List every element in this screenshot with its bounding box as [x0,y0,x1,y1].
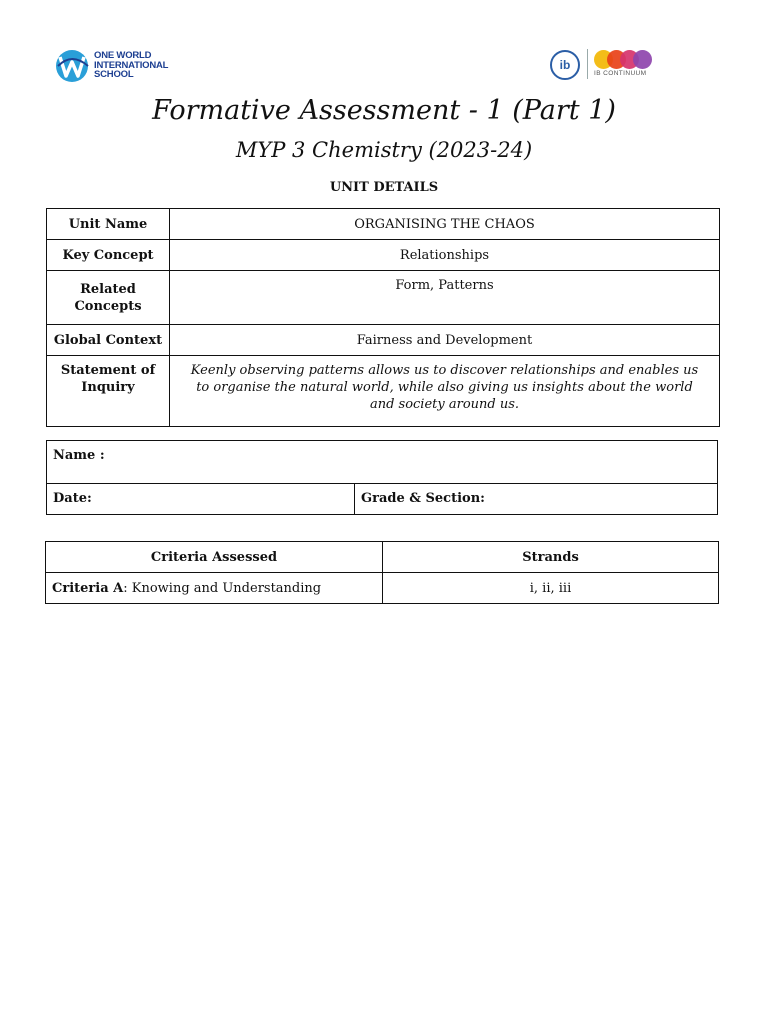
table-row [47,240,720,271]
criteria-cell [46,573,383,604]
criteria-assessed-header: Criteria Assessed [46,542,383,573]
table-row [46,573,719,604]
statement-of-inquiry-label: Statement of Inquiry [47,356,170,427]
key-concept-value: Relationships [170,240,720,271]
unit-details-heading: UNIT DETAILS [329,180,439,195]
page-title: Formative Assessment - 1 (Part 1) [152,95,616,126]
date-field[interactable] [47,484,355,515]
statement-of-inquiry-value: Keenly observing patterns allows us to discover relationships and enables us to organise the natural world, while also giving us insights about the world and society around us. [170,356,720,427]
logo-divider [587,49,588,79]
name-label: Name : [53,448,105,463]
table-header-row [46,542,719,573]
unit-name-label: Unit Name [47,209,170,240]
global-context-label: Global Context [47,325,170,356]
student-info-table [46,440,718,515]
table-row [47,484,718,515]
table-row [47,209,720,240]
continuum-dot [633,50,652,69]
page-subtitle: MYP 3 Chemistry (2023-24) [235,138,533,162]
criteria-letter: Criteria A [52,580,124,596]
school-logo-mark [54,48,92,84]
date-label: Date: [53,491,92,506]
school-logo [54,48,179,84]
ib-continuum-dots [594,50,654,70]
table-row [47,356,720,427]
ib-mark-icon: ib [550,50,580,80]
criteria-table [45,541,719,604]
grade-section-label: Grade & Section: [361,491,485,506]
strands-cell: i, ii, iii [383,573,719,604]
name-field[interactable] [47,441,718,484]
ib-logo [550,46,660,82]
criteria-description: : Knowing and Understanding [123,580,322,596]
school-name: ONE WORLD INTERNATIONAL SCHOOL [94,50,169,80]
grade-section-field[interactable] [355,484,718,515]
strands-header: Strands [383,542,719,573]
table-row [47,325,720,356]
key-concept-label: Key Concept [47,240,170,271]
global-context-value: Fairness and Development [170,325,720,356]
unit-name-value: ORGANISING THE CHAOS [170,209,720,240]
related-concepts-value: Form, Patterns [170,271,720,325]
table-row [47,271,720,325]
unit-details-table [46,208,720,427]
related-concepts-label: Related Concepts [47,271,170,325]
table-row [47,441,718,484]
ib-continuum-label: IB CONTINUUM [594,70,647,77]
